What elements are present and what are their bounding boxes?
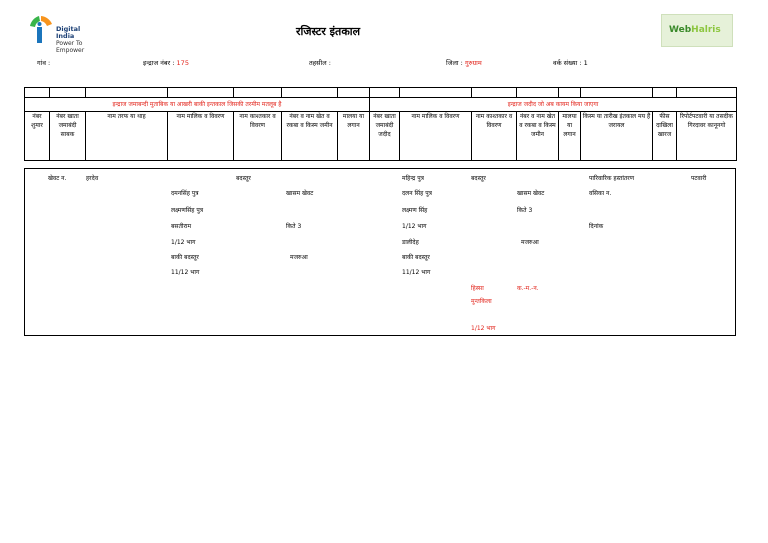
column-header: मालया या लगान — [338, 112, 370, 161]
section-header-row — [25, 98, 737, 112]
village-label: गांव : — [37, 59, 51, 67]
column-header: नाम तरफ या थाह — [86, 112, 168, 161]
tehsil-label: तहसील : — [309, 59, 331, 67]
district-value: गुरुग्राम — [464, 59, 482, 67]
new-field-1: खासम खेवट — [517, 190, 545, 197]
district — [446, 58, 482, 67]
digital-india-icon — [28, 14, 54, 46]
kmn-label: क.-म.-न. — [517, 285, 539, 292]
entry-khewat: खेवट न. — [48, 175, 67, 182]
column-header: नाम मालिक व विवरण — [400, 112, 472, 161]
digital-india-logo — [28, 14, 98, 54]
column-header: मालया या लगान — [559, 112, 581, 161]
column-header: नाम मालिक व विवरण — [168, 112, 234, 161]
mutation-deed: वसिका न. — [589, 190, 612, 197]
owner-5: बाकी बदस्तूर — [171, 254, 199, 261]
new-tenant: बदस्तूर — [471, 175, 486, 182]
field-2: किते 3 — [286, 223, 302, 230]
mutation-number — [143, 58, 189, 67]
column-header: नंबर खाता जमाबंदी साबक — [50, 112, 86, 161]
owner-4: 1/12 भाग — [171, 239, 196, 246]
column-header: किस्म या तारीख इंतकाल मय हैं जरायल — [581, 112, 653, 161]
column-header: नाम काश्तकार व विवरण — [472, 112, 517, 161]
mutation-label: इन्द्राज नंबर : — [143, 59, 175, 67]
column-header: रिपोर्टपटवारी या तसदीक गिरदावर कानूनगो — [677, 112, 737, 161]
share-label: हिस्सा — [471, 285, 484, 292]
column-header: फीस दाखिला खारज — [653, 112, 677, 161]
page-label: वर्क संख्या : — [553, 59, 582, 67]
entries-box — [24, 168, 736, 336]
webhalris-logo — [661, 14, 733, 47]
entry-name: हरदेव — [86, 175, 99, 182]
column-header-row — [25, 112, 737, 161]
share-label-2: मुन्तकिला — [471, 298, 492, 305]
section-right: इन्द्राज जदीद जो अब कायम किया जाएगा — [370, 98, 737, 112]
column-header: नंबर व नाम खेत व रकबा व किस्म जमीन — [282, 112, 338, 161]
field-1: खासम खेवट — [286, 190, 314, 197]
new-owner-1: महिन्द्र पुत्र — [402, 175, 424, 182]
mutation-date: दिनांक — [589, 223, 604, 230]
register-table — [24, 87, 737, 161]
entry-tenant: बदस्तूर — [236, 175, 251, 182]
mutation-type: पारिवारिक हस्तांतरण — [589, 175, 635, 182]
column-header: नंबर खाता जमाबंदी जदीद — [370, 112, 400, 161]
owner-1: दमनसिंह पुत्र — [171, 190, 199, 197]
new-owner-5: डालीदेह — [402, 239, 419, 246]
owner-6: 11/12 भाग — [171, 269, 200, 276]
column-header: नाम काश्तकार व विवरण — [234, 112, 282, 161]
district-label: जिला : — [446, 59, 463, 67]
new-owner-2: दलन सिंह पुत्र — [402, 190, 432, 197]
page-value: 1 — [583, 59, 588, 67]
new-owner-7: 11/12 भाग — [402, 269, 431, 276]
new-owner-3: लक्ष्मण सिंह — [402, 207, 428, 214]
new-field-2: किते 3 — [517, 207, 533, 214]
owner-3: बसतीराम — [171, 223, 192, 230]
new-owner-4: 1/12 भाग — [402, 223, 427, 230]
webhalris-text-a: Web — [669, 25, 692, 35]
table-row — [25, 88, 737, 98]
report-patwari: पटवारी — [691, 175, 707, 182]
digital-india-tagline: Power To Empower — [56, 40, 85, 54]
page-title: रजिस्टर इंतकाल — [296, 25, 361, 38]
column-header: नंबर शुमार — [25, 112, 50, 161]
digital-india-text: Digital India — [56, 25, 81, 40]
page-number — [553, 58, 588, 67]
owner-2: लक्ष्मणसिंह पुत्र — [171, 207, 204, 214]
section-left: इन्द्राज जमाबन्दी मुताबिक या आखरी बाकी इन्तकाल जिसकी तरमीम मतलूब है — [25, 98, 370, 112]
share-value: 1/12 भाग — [471, 325, 496, 332]
column-header: नंबर व नाम खेत व रकबा व किस्म जमीन — [517, 112, 559, 161]
mutation-value: 175 — [176, 59, 189, 67]
new-field-3: मजरुआ — [521, 239, 539, 246]
field-3: मजरुआ — [290, 254, 308, 261]
new-owner-6: बाकी बदस्तूर — [402, 254, 430, 261]
webhalris-text-b: Halris — [691, 25, 721, 35]
